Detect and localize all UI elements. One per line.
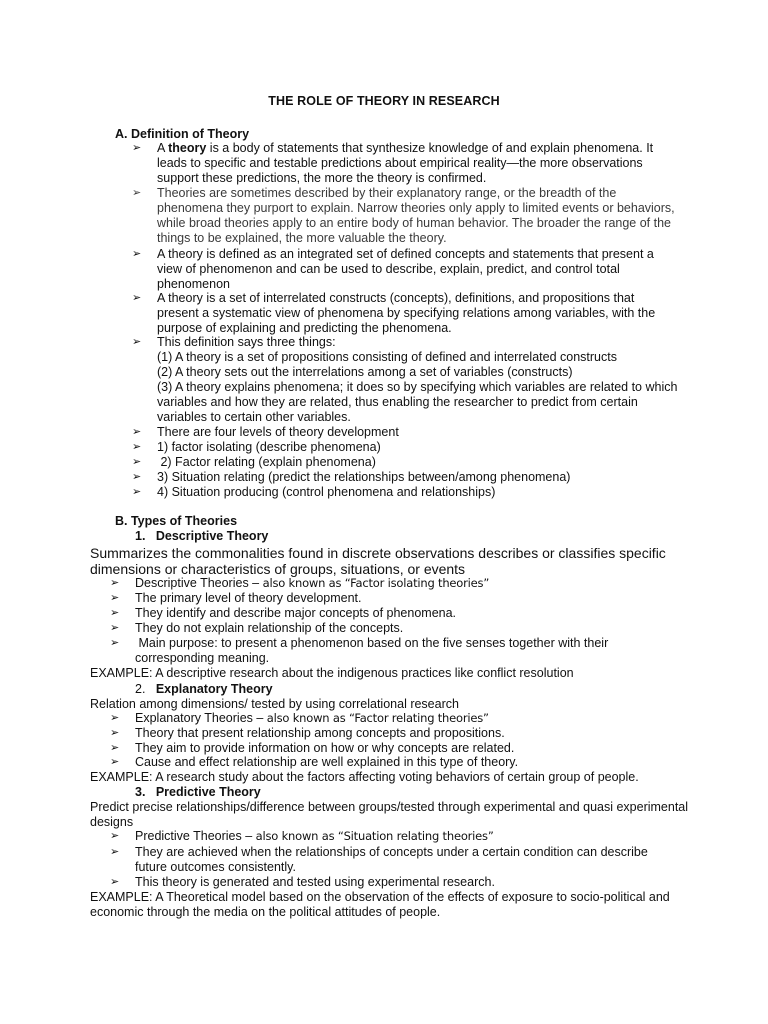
arrow-bullet-icon: ➢ — [132, 471, 142, 483]
arrow-bullet-icon: ➢ — [132, 142, 142, 154]
arrow-bullet-icon: ➢ — [132, 486, 142, 498]
list-item: ➢ 4) Situation producing (control phenomena and relationships) — [132, 485, 496, 499]
explanatory-example: EXAMPLE: A research study about the factors affecting voting behaviors of certain group of people. — [90, 770, 639, 784]
list-item: ➢ 3) Situation relating (predict the relationships between/among phenomena) — [132, 470, 571, 484]
list-item: ➢ This theory is generated and tested using experimental research. — [110, 875, 495, 889]
arrow-bullet-icon: ➢ — [132, 456, 142, 468]
list-item: ➢ 1) factor isolating (describe phenomena) — [132, 440, 381, 454]
arrow-bullet-icon: ➢ — [110, 637, 120, 649]
arrow-bullet-icon: ➢ — [110, 607, 120, 619]
arrow-bullet-icon: ➢ — [132, 426, 142, 438]
list-item: ➢ They are achieved when the relationships of concepts under a certain condition can describe future outcomes consistently. — [110, 845, 648, 874]
arrow-bullet-icon: ➢ — [110, 712, 120, 724]
arrow-bullet-icon: ➢ — [110, 592, 120, 604]
list-item: ➢ They aim to provide information on how or why concepts are related. — [110, 741, 515, 755]
predictive-theory-heading: 3. Predictive Theory — [135, 785, 261, 799]
arrow-bullet-icon: ➢ — [110, 846, 120, 858]
document-title: THE ROLE OF THEORY IN RESEARCH — [268, 94, 500, 108]
arrow-bullet-icon: ➢ — [132, 336, 142, 348]
descriptive-example: EXAMPLE: A descriptive research about the indigenous practices like conflict resolution — [90, 666, 574, 680]
list-item: ➢ This definition says three things: (1) A theory is a set of propositions consisting of defined and interrelated constructs (2) A theory sets out the interrelations among a set of variables (constructs) (3) A theory explains phenomena; it does so by specifying which variables are related to which variables and how they are related, thus enabling the researcher to predict from certain variables to certain other variables. — [132, 335, 678, 424]
arrow-bullet-icon: ➢ — [132, 292, 142, 304]
list-item: ➢ Theories are sometimes described by their explanatory range, or the breadth of the phenomena they purport to explain. Narrow theories only apply to limited events or behaviors, while broad theories apply to an entire body of human behavior. The broader the range of the things to be explained, the more valuable the theory. — [132, 186, 675, 245]
descriptive-theory-intro: Summarizes the commonalities found in discrete observations describes or classifies specific dimensions or characteristics of groups, situations, or events — [90, 545, 666, 577]
list-item: ➢ A theory is defined as an integrated set of defined concepts and statements that present a view of phenomenon and can be used to describe, explain, predict, and control total phenomenon — [132, 247, 654, 291]
arrow-bullet-icon: ➢ — [132, 248, 142, 260]
list-item: ➢ A theory is a body of statements that synthesize knowledge of and explain phenomena. It leads to specific and testable predictions about empirical reality—the more observations support these predictions, the more the theory is confirmed. — [132, 141, 654, 185]
predictive-example: EXAMPLE: A Theoretical model based on the observation of the effects of exposure to socio-political and economic through the media on the political attitudes of people. — [90, 890, 670, 919]
descriptive-theory-heading: 1. Descriptive Theory — [135, 529, 269, 543]
predictive-theory-intro: Predict precise relationships/difference between groups/tested through experimental and quasi experimental designs — [90, 800, 689, 829]
list-item: ➢ They identify and describe major concepts of phenomena. — [110, 606, 457, 620]
arrow-bullet-icon: ➢ — [110, 742, 120, 754]
arrow-bullet-icon: ➢ — [110, 756, 120, 768]
arrow-bullet-icon: ➢ — [132, 187, 142, 199]
list-item: ➢ Cause and effect relationship are well explained in this type of theory. — [110, 755, 519, 769]
explanatory-theory-heading: 2. Explanatory Theory — [135, 682, 273, 696]
list-item: ➢ Main purpose: to present a phenomenon based on the five senses together with their corresponding meaning. — [110, 636, 612, 665]
theory-term: theory — [168, 141, 207, 155]
explanatory-theory-intro: Relation among dimensions/ tested by using correlational research — [90, 697, 459, 711]
list-item: ➢ Descriptive Theories – also known as “Factor isolating theories” — [110, 576, 490, 590]
section-a-heading: A. Definition of Theory — [115, 127, 250, 141]
list-item: ➢ 2) Factor relating (explain phenomena) — [132, 455, 376, 469]
list-item: ➢ They do not explain relationship of the concepts. — [110, 621, 404, 635]
list-item: ➢ The primary level of theory development. — [110, 591, 362, 605]
arrow-bullet-icon: ➢ — [110, 830, 120, 842]
arrow-bullet-icon: ➢ — [110, 577, 120, 589]
list-item: ➢ There are four levels of theory development — [132, 425, 399, 439]
arrow-bullet-icon: ➢ — [110, 622, 120, 634]
list-item: ➢ Predictive Theories – also known as “Situation relating theories” — [110, 829, 494, 843]
list-item: ➢ Theory that present relationship among concepts and propositions. — [110, 726, 505, 740]
arrow-bullet-icon: ➢ — [110, 727, 120, 739]
arrow-bullet-icon: ➢ — [110, 876, 120, 888]
list-item: ➢ A theory is a set of interrelated constructs (concepts), definitions, and propositions that present a systematic view of phenomena by specifying relations among variables, with the purpose of explaining and predicting the phenomena. — [132, 291, 656, 335]
section-b-heading: B. Types of Theories — [115, 514, 238, 528]
list-item: ➢ Explanatory Theories – also known as “Factor relating theories” — [110, 711, 489, 725]
arrow-bullet-icon: ➢ — [132, 441, 142, 453]
